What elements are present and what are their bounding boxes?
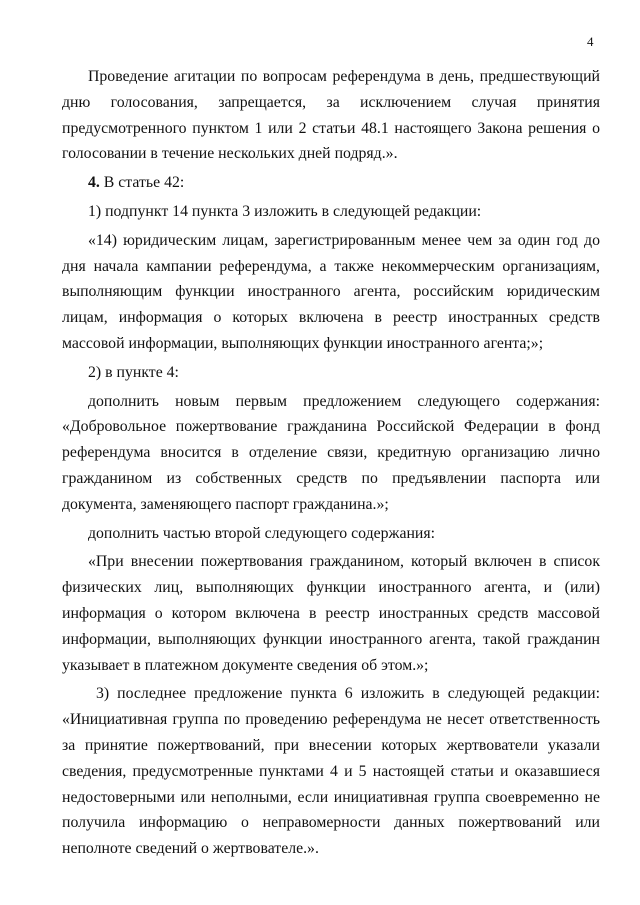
paragraph-subitem-2: 2) в пункте 4: [88, 363, 179, 381]
item-number: 4. [88, 174, 100, 192]
paragraph-quote-donation: «При внесении пожертвования гражданином, который включен в список физических лиц, выполняющих функции иностранного агента, и (или) информация о котором включена в реестр иностранных средств массовой информации, выполняющих функции иностранного агента, такой гражданин указывает в платежном документе сведения об этом.»; [62, 553, 600, 674]
document-body [62, 64, 600, 865]
paragraph-quote-14: «14) юридическим лицам, зарегистрированным менее чем за один год до дня начала кампании референдума, а также некоммерческим организациям, выполняющим функции иностранного агента, российским юридическим лицам, информация о которых включена в реестр иностранных средств массовой информации, выполняющих функции иностранного агента;»; [62, 231, 600, 352]
paragraph-add-first-sentence: дополнить новым первым предложением следующего содержания: «Добровольное пожертвование гражданина Российской Федерации в фонд референдума вносится в отделение связи, кредитную организацию лично гражданином из собственных средств по предъявлении паспорта или документа, заменяющего паспорт гражданина.»; [62, 392, 600, 513]
paragraph-agitation: Проведение агитации по вопросам референдума в день, предшествующий дню голосования, запрещается, за исключением случая принятия предусмотренного пунктом 1 или 2 статьи 48.1 настоящего Закона решения о голосовании в течение нескольких дней подряд.». [62, 68, 600, 163]
paragraph-article-42-heading [62, 170, 600, 196]
paragraph-subitem-3: 3) последнее предложение пункта 6 изложить в следующей редакции: «Инициативная группа по проведению референдума не несет ответственность за принятие пожертвований, при внесении которых жертвователи указали сведения, предусмотренные пунктами 4 и 5 настоящей статьи и оказавшиеся недостоверными или неполными, если инициативная группа своевременно не получила информацию о неправомерности данных пожертвований или неполноте сведений о жертвователе.». [62, 685, 600, 858]
paragraph-add-second-part: дополнить частью второй следующего содержания: [88, 524, 436, 542]
heading-text: В статье 42: [99, 174, 185, 192]
page-number: 4 [587, 34, 594, 49]
paragraph-subitem-1: 1) подпункт 14 пункта 3 изложить в следующей редакции: [88, 202, 482, 220]
